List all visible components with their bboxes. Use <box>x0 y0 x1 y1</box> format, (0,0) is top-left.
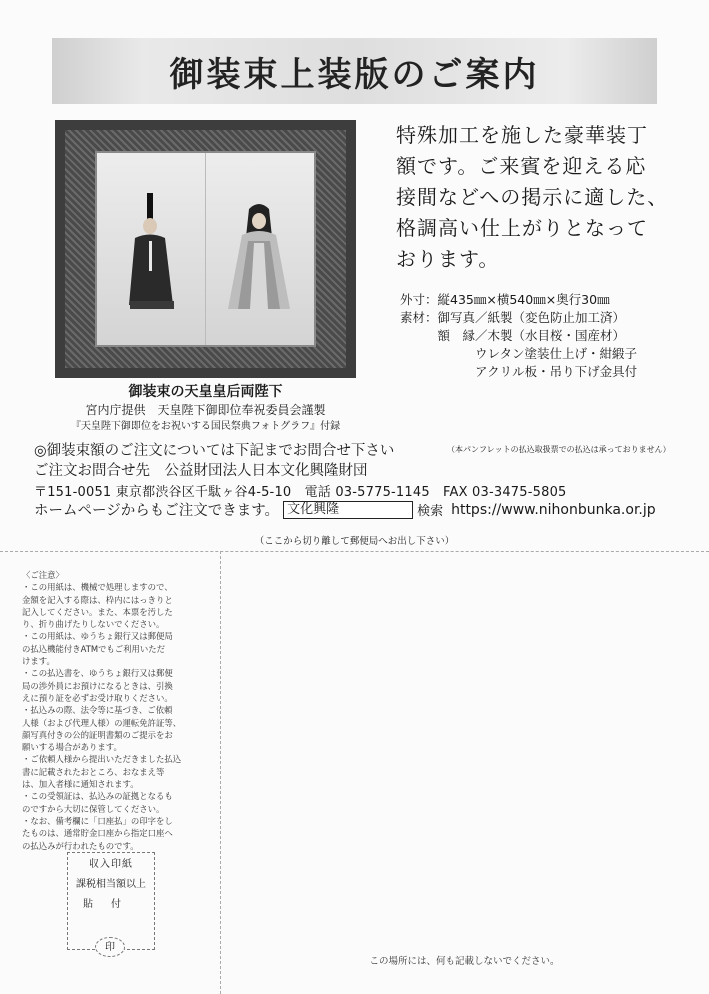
notice-line: 顔写真付きの公的証明書類のご提示をお <box>22 729 173 740</box>
framed-portrait <box>55 120 356 378</box>
product-specs <box>400 291 690 381</box>
notice-line: ・この払込書を、ゆうちょ銀行又は郵便 <box>22 668 173 679</box>
revenue-stamp-box <box>67 852 155 953</box>
notice-line: ・ご依頼人様から提出いただきました払込 <box>22 754 182 765</box>
notice-line: ・この受領証は、払込みの証拠となるも <box>22 791 173 802</box>
photo-caption: 御装束の天皇皇后両陛下 <box>128 384 283 400</box>
photo-appendix-note: 『天皇陛下御即位をお祝いする国民祭典フォトグラフ』付録 <box>70 421 341 432</box>
notice-line: の払込機能付きATMでもご利用いただ <box>22 643 166 654</box>
notice-line: り、折り曲げたりしないでください。 <box>22 619 165 630</box>
seal-mark: 印 <box>95 937 125 957</box>
spec-line: ウレタン塗装仕上げ・紺緞子 <box>400 346 638 361</box>
order-address: 〒151-0051 東京都渋谷区千駄ヶ谷4-5-10 電話 03-5775-1145 FAX 03-3475-5805 <box>34 485 567 500</box>
order-contact: ご注文お問合せ先 公益財団法人日本文化興隆財団 <box>34 463 368 479</box>
spec-line: 額 縁／木製（水目桜・国産材） <box>400 328 626 343</box>
emperor-figure <box>127 193 177 313</box>
spec-line: 素材：御写真／紙製（変色防止加工済） <box>400 310 626 325</box>
brocade-mat <box>65 130 346 368</box>
description-line: 特殊加工を施した豪華装丁 <box>396 123 648 147</box>
description-line: 接間などへの掲示に適した、 <box>396 185 669 209</box>
emperor-panel <box>97 153 206 345</box>
payment-notice <box>22 569 210 852</box>
stamp-label: 貼付 <box>83 899 139 910</box>
cut-instruction: （ここから切り離して郵便局へお出し下さい） <box>254 536 455 547</box>
notice-line: は、加入者様に通知されます。 <box>22 779 139 790</box>
title-banner <box>52 38 657 104</box>
empress-panel <box>206 153 314 345</box>
web-order-text: ホームページからもご注文できます。 <box>34 503 280 519</box>
notice-line: けます。 <box>22 656 55 667</box>
stamp-label: 収入印紙 <box>89 859 133 870</box>
notice-line: えに預り証を必ずお受け取りください。 <box>22 692 173 703</box>
product-description <box>396 120 676 275</box>
notice-line: の払込みが行われたものです。 <box>22 840 139 851</box>
no-write-notice: この場所には、何も記載しないでください。 <box>369 956 560 967</box>
description-line: 額です。ご来賓を迎える応 <box>396 154 647 178</box>
search-input[interactable]: 文化興隆 <box>283 501 413 519</box>
photo-credit: 宮内庁提供 天皇陛下御即位奉祝委員会謹製 <box>85 403 326 417</box>
description-line: おります。 <box>396 247 500 271</box>
portrait-photo <box>95 151 316 347</box>
perforation-line <box>0 551 709 552</box>
notice-line: 〈ご注意〉 <box>22 570 64 580</box>
notice-line: ・この用紙は、ゆうちょ銀行又は郵便局 <box>22 631 173 642</box>
notice-line: たものは、通常貯金口座から指定口座へ <box>22 828 173 839</box>
notice-line: ・なお、備考欄に「口座払」の印字をし <box>22 815 173 826</box>
web-order-row <box>34 499 656 520</box>
order-heading: ◎御装束額のご注文については下記までお問合せ下さい <box>34 443 395 459</box>
notice-line: 願いする場合があります。 <box>22 742 122 753</box>
notice-line: 局の渉外員にお預けになるときは、引換 <box>22 680 173 691</box>
notice-line: のですから大切に保管してください。 <box>22 803 165 814</box>
notice-line: ・この用紙は、機械で処理しますので、 <box>22 582 173 593</box>
stamp-label: 課税相当額以上 <box>76 879 146 890</box>
spec-line: 外寸：縦435㎜×横540㎜×奥行30㎜ <box>400 292 610 307</box>
notice-line: 金額を記入する際は、枠内にはっきりと <box>22 594 173 605</box>
notice-line: 人様（および代理人様）の運転免許証等、 <box>22 717 182 728</box>
page-title: 御装束上装版のご案内 <box>169 54 540 95</box>
empress-figure <box>224 201 294 313</box>
website-url[interactable]: https://www.nihonbunka.or.jp <box>451 501 656 518</box>
spec-line: アクリル板・吊り下げ金具付 <box>400 364 638 379</box>
search-button[interactable]: 検索 <box>417 504 444 519</box>
notice-line: ・払込みの際、法令等に基づき、ご依頼 <box>22 705 173 716</box>
perforation-divider <box>220 551 221 994</box>
notice-line: 記入してください。また、本票を汚した <box>22 606 173 617</box>
description-line: 格調高い仕上がりとなって <box>396 216 648 240</box>
notice-line: 書に記載されたおところ、おなまえ等 <box>22 766 165 777</box>
order-note: （本パンフレットの払込取扱票での払込は承っておりません） <box>447 445 671 454</box>
